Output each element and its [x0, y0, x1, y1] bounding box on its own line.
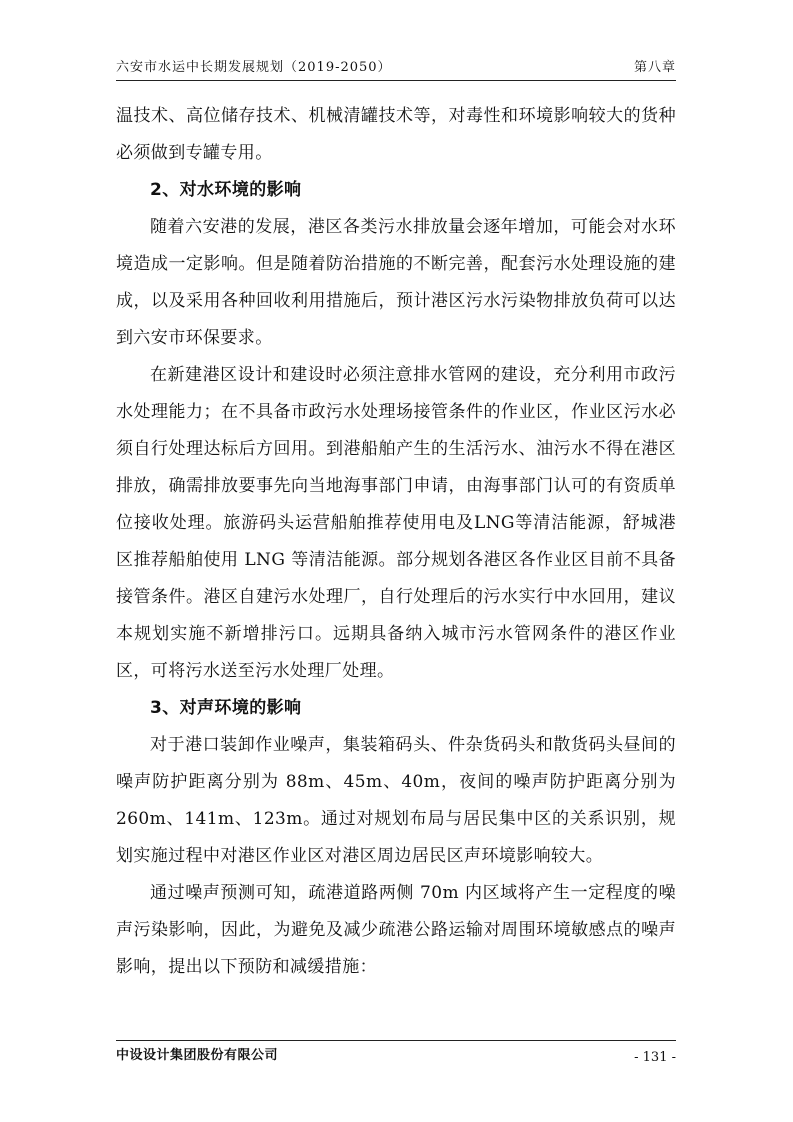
paragraph-continued: 温技术、高位储存技术、机械清罐技术等，对毒性和环境影响较大的货种必须做到专罐专用。 [116, 106, 676, 163]
page-footer [116, 1044, 676, 1068]
paragraph-noise-prediction: 通过噪声预测可知，疏港道路两侧 70m 内区域将产生一定程度的噪声污染影响，因此，为避免及减少疏港公路运输对周围环境敏感点的噪声影响，提出以下预防和减缓措施： [116, 883, 676, 977]
header-title: 六安市水运中长期发展规划（2019-2050） [116, 60, 392, 75]
header-chapter: 第八章 [633, 60, 676, 75]
paragraph-drainage: 在新建港区设计和建设时必须注意排水管网的建设，充分利用市政污水处理能力；在不具备市政污水处理场接管条件的作业区，作业区污水必须自行处理达标后方回用。到港船舶产生的生活污水、油污水不得在港区排放，确需排放要事先向当地海事部门申请，由海事部门认可的有资质单位接收处理。旅游码头运营船舶推荐使用电及LNG等清洁能源，舒城港区推荐船舶使用 LNG 等清洁能源。部分规划各港区各作业区目前不具备接管条件。港区自建污水处理厂，自行处理后的污水实行中水回用，建议本规划实施不新增排污口。远期具备纳入城市污水管网条件的港区作业区，可将污水送至污水处理厂处理。 [116, 365, 676, 681]
page-header [116, 56, 676, 78]
paragraph-noise-distance: 对于港口装卸作业噪声，集装箱码头、件杂货码头和散货码头昼间的噪声防护距离分别为 88m、45m、40m，夜间的噪声防护距离分别为 260m、141m、123m。通过对规划布局与居民集中区的关系识别，规划实施过程中对港区作业区对港区周边居民区声环境影响较大。 [116, 735, 676, 866]
paragraph-water-impact: 随着六安港的发展，港区各类污水排放量会逐年增加，可能会对水环境造成一定影响。但是随着防治措施的不断完善，配套污水处理设施的建成，以及采用各种回收利用措施后，预计港区污水污染物排放负荷可以达到六安市环保要求。 [116, 217, 676, 348]
section-heading-water: 2、对水环境的影响 [150, 180, 302, 200]
section-heading-noise: 3、对声环境的影响 [150, 698, 302, 718]
footer-divider [116, 1040, 676, 1041]
company-name: 中设设计集团股份有限公司 [116, 1048, 279, 1063]
page-body [116, 98, 676, 986]
header-divider [116, 80, 676, 81]
page-number: - 131 - [634, 1050, 676, 1065]
